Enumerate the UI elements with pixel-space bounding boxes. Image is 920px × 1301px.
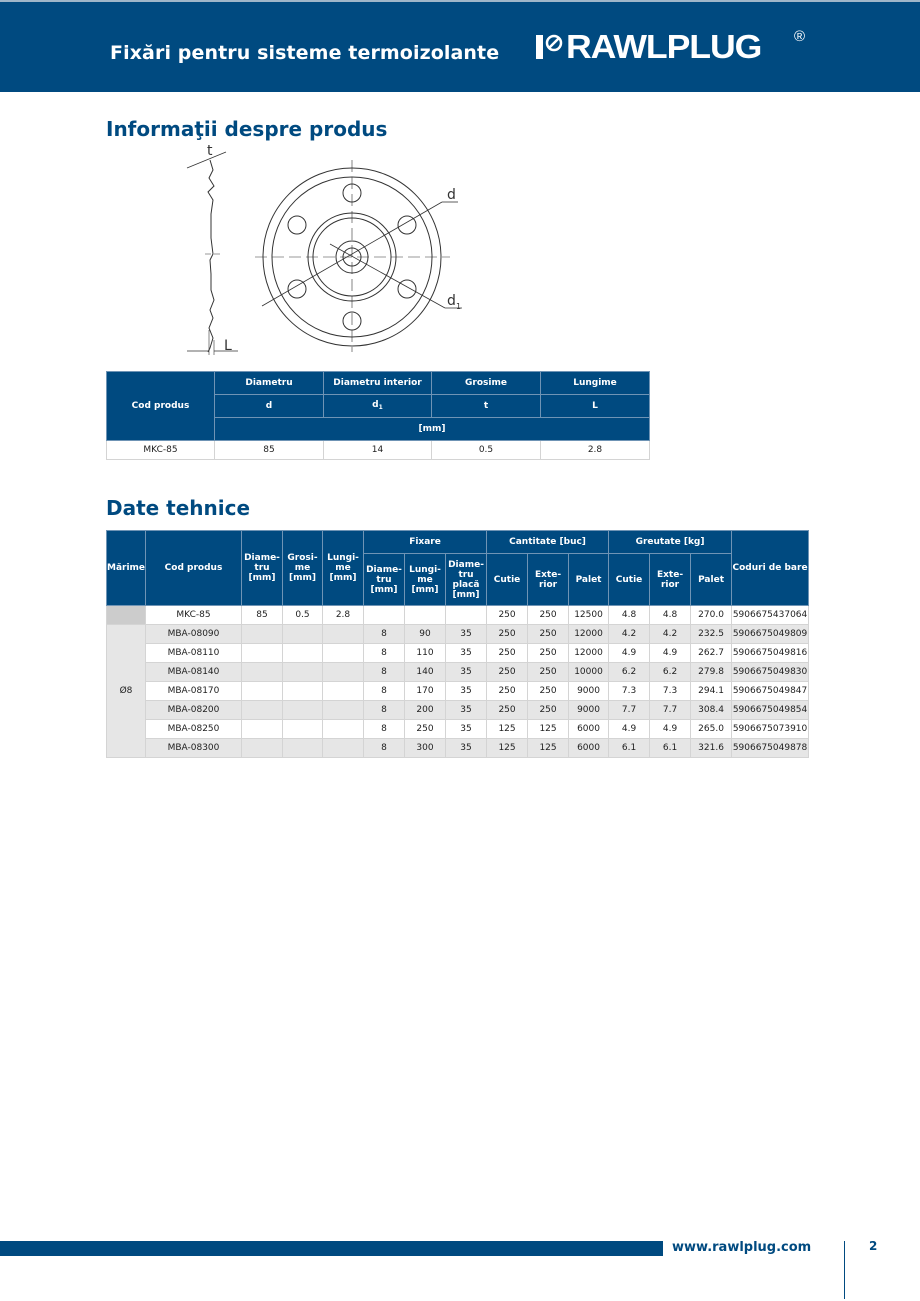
profile-side-view bbox=[208, 160, 214, 352]
col-header-cod-produs: Cod produs bbox=[107, 372, 215, 441]
cell-fix-placa: 35 bbox=[446, 720, 487, 739]
cell-grosime bbox=[283, 701, 323, 720]
cell-grosime bbox=[283, 625, 323, 644]
cell-w-palet: 294.1 bbox=[691, 682, 732, 701]
unit-mm: [mm] bbox=[215, 418, 650, 441]
registered-mark: ® bbox=[794, 28, 806, 45]
cell-q-palet: 9000 bbox=[569, 682, 609, 701]
cell-diametru bbox=[242, 663, 283, 682]
cell-fix-lungime: 200 bbox=[405, 701, 446, 720]
col-header-lungime: Lungime bbox=[541, 372, 650, 395]
cell-q-cutie: 250 bbox=[487, 644, 528, 663]
col-header-cantitate-cutie: Cutie bbox=[487, 554, 528, 606]
cell-fix-placa: 35 bbox=[446, 663, 487, 682]
cell-diametru bbox=[242, 701, 283, 720]
col-header-diametru: Diame- tru [mm] bbox=[242, 531, 283, 606]
symbol-d1: $d_1$ bbox=[324, 395, 432, 418]
cell-diametru: 85 bbox=[215, 441, 324, 460]
col-header-fixare-diametru-placa: Diame- tru placă [mm] bbox=[446, 554, 487, 606]
cell-w-palet: 279.8 bbox=[691, 663, 732, 682]
cell-q-palet: 12000 bbox=[569, 625, 609, 644]
logo-plug-icon bbox=[536, 33, 564, 61]
table-row bbox=[107, 701, 809, 720]
cell-fix-lungime: 250 bbox=[405, 720, 446, 739]
footer-bar bbox=[0, 1241, 663, 1256]
cell-q-cutie: 250 bbox=[487, 682, 528, 701]
cell-fix-diametru: 8 bbox=[364, 682, 405, 701]
cell-ean: 5906675049878 bbox=[732, 739, 809, 758]
cell-fix-diametru: 8 bbox=[364, 644, 405, 663]
cell-q-cutie: 250 bbox=[487, 625, 528, 644]
col-group-fixare: Fixare bbox=[364, 531, 487, 554]
technical-drawing bbox=[170, 138, 470, 360]
cell-grosime bbox=[283, 663, 323, 682]
cell-diametru bbox=[242, 739, 283, 758]
cell-grosime bbox=[283, 682, 323, 701]
cell-q-exterior: 250 bbox=[528, 644, 569, 663]
cell-fix-placa: 35 bbox=[446, 644, 487, 663]
cell-lungime bbox=[323, 701, 364, 720]
cell-fix-diametru: 8 bbox=[364, 701, 405, 720]
cell-fix-lungime: 90 bbox=[405, 625, 446, 644]
cell-grosime: 0.5 bbox=[283, 606, 323, 625]
table-row bbox=[107, 441, 650, 460]
page-number: 2 bbox=[869, 1239, 878, 1253]
svg-text:1: 1 bbox=[456, 302, 462, 311]
cell-diametru bbox=[242, 625, 283, 644]
col-header-fixare-lungime: Lungi- me [mm] bbox=[405, 554, 446, 606]
cell-fix-lungime: 170 bbox=[405, 682, 446, 701]
cell-q-palet: 9000 bbox=[569, 701, 609, 720]
cell-cod: MBA-08200 bbox=[146, 701, 242, 720]
cell-q-palet: 6000 bbox=[569, 739, 609, 758]
cell-q-palet: 6000 bbox=[569, 720, 609, 739]
cell-w-exterior: 4.9 bbox=[650, 644, 691, 663]
col-header-grosime: Grosi- me [mm] bbox=[283, 531, 323, 606]
cell-diametru-interior: 14 bbox=[324, 441, 432, 460]
cell-fix-diametru: 8 bbox=[364, 663, 405, 682]
cell-cod: MKC-85 bbox=[107, 441, 215, 460]
section-title-product-info: Informaţii despre produs bbox=[106, 117, 388, 141]
document-title: Fixări pentru sisteme termoizolante bbox=[110, 42, 500, 64]
cell-lungime bbox=[323, 739, 364, 758]
col-header-diametru-interior: Diametru interior bbox=[324, 372, 432, 395]
cell-q-exterior: 250 bbox=[528, 701, 569, 720]
cell-lungime: 2.8 bbox=[323, 606, 364, 625]
cell-w-cutie: 7.3 bbox=[609, 682, 650, 701]
cell-lungime bbox=[323, 644, 364, 663]
col-header-fixare-diametru: Diame- tru [mm] bbox=[364, 554, 405, 606]
cell-grosime bbox=[283, 739, 323, 758]
table-row bbox=[107, 739, 809, 758]
cell-ean: 5906675049809 bbox=[732, 625, 809, 644]
cell-fix-placa: 35 bbox=[446, 739, 487, 758]
cell-fix-lungime: 110 bbox=[405, 644, 446, 663]
cell-q-exterior: 250 bbox=[528, 682, 569, 701]
footer-website-link[interactable]: www.rawlplug.com bbox=[672, 1240, 812, 1255]
cell-cod: MBA-08140 bbox=[146, 663, 242, 682]
cell-diametru bbox=[242, 682, 283, 701]
section-title-date-tehnice: Date tehnice bbox=[106, 496, 251, 520]
product-info-table bbox=[106, 371, 650, 460]
cell-lungime bbox=[323, 625, 364, 644]
cell-ean: 5906675049854 bbox=[732, 701, 809, 720]
col-header-greutate-cutie: Cutie bbox=[609, 554, 650, 606]
logo-wordmark: RAWLPLUG bbox=[566, 28, 762, 65]
cell-marime: Ø8 bbox=[107, 625, 146, 758]
cell-w-exterior: 7.7 bbox=[650, 701, 691, 720]
technical-data-table bbox=[106, 530, 809, 758]
table-row bbox=[107, 644, 809, 663]
col-header-lungime: Lungi- me [mm] bbox=[323, 531, 364, 606]
cell-grosime bbox=[283, 720, 323, 739]
cell-q-palet: 10000 bbox=[569, 663, 609, 682]
cell-w-cutie: 6.1 bbox=[609, 739, 650, 758]
cell-diametru: 85 bbox=[242, 606, 283, 625]
cell-q-cutie: 125 bbox=[487, 739, 528, 758]
table-row bbox=[107, 606, 809, 625]
col-header-grosime: Grosime bbox=[432, 372, 541, 395]
col-header-cod-produs: Cod produs bbox=[146, 531, 242, 606]
col-header-greutate-palet: Palet bbox=[691, 554, 732, 606]
cell-q-exterior: 250 bbox=[528, 606, 569, 625]
cell-w-palet: 308.4 bbox=[691, 701, 732, 720]
col-group-greutate: Greutate [kg] bbox=[609, 531, 732, 554]
cell-ean: 5906675437064 bbox=[732, 606, 809, 625]
cell-q-exterior: 250 bbox=[528, 625, 569, 644]
table-row bbox=[107, 625, 809, 644]
cell-w-cutie: 6.2 bbox=[609, 663, 650, 682]
symbol-t: t bbox=[432, 395, 541, 418]
cell-fix-lungime: 140 bbox=[405, 663, 446, 682]
cell-w-palet: 321.6 bbox=[691, 739, 732, 758]
cell-q-cutie: 250 bbox=[487, 701, 528, 720]
cell-w-cutie: 7.7 bbox=[609, 701, 650, 720]
cell-fix-lungime bbox=[405, 606, 446, 625]
cell-q-exterior: 250 bbox=[528, 663, 569, 682]
cell-ean: 5906675049830 bbox=[732, 663, 809, 682]
table-row bbox=[107, 720, 809, 739]
col-header-cantitate-palet: Palet bbox=[569, 554, 609, 606]
cell-w-exterior: 4.9 bbox=[650, 720, 691, 739]
cell-q-cutie: 250 bbox=[487, 663, 528, 682]
cell-fix-diametru: 8 bbox=[364, 720, 405, 739]
cell-cod: MKC-85 bbox=[146, 606, 242, 625]
cell-grosime bbox=[283, 644, 323, 663]
col-header-cantitate-exterior: Exte- rior bbox=[528, 554, 569, 606]
table-row bbox=[107, 682, 809, 701]
symbol-L: L bbox=[541, 395, 650, 418]
cell-fix-placa: 35 bbox=[446, 701, 487, 720]
cell-cod: MBA-08090 bbox=[146, 625, 242, 644]
col-header-marime: Mărime bbox=[107, 531, 146, 606]
cell-w-exterior: 6.2 bbox=[650, 663, 691, 682]
svg-text:d: d bbox=[447, 187, 456, 203]
cell-w-exterior: 4.8 bbox=[650, 606, 691, 625]
cell-lungime bbox=[323, 682, 364, 701]
cell-q-cutie: 250 bbox=[487, 606, 528, 625]
cell-q-exterior: 125 bbox=[528, 739, 569, 758]
cell-w-palet: 262.7 bbox=[691, 644, 732, 663]
cell-fix-diametru: 8 bbox=[364, 739, 405, 758]
rawlplug-logo bbox=[536, 28, 806, 65]
cell-w-cutie: 4.8 bbox=[609, 606, 650, 625]
col-header-greutate-exterior: Exte- rior bbox=[650, 554, 691, 606]
cell-w-exterior: 7.3 bbox=[650, 682, 691, 701]
cell-w-palet: 270.0 bbox=[691, 606, 732, 625]
cell-lungime: 2.8 bbox=[541, 441, 650, 460]
cell-fix-lungime: 300 bbox=[405, 739, 446, 758]
col-header-coduri-de-bare: Coduri de bare bbox=[732, 531, 809, 606]
cell-cod: MBA-08110 bbox=[146, 644, 242, 663]
cell-ean: 5906675049816 bbox=[732, 644, 809, 663]
cell-ean: 5906675073910 bbox=[732, 720, 809, 739]
cell-w-cutie: 4.9 bbox=[609, 644, 650, 663]
cell-w-cutie: 4.2 bbox=[609, 625, 650, 644]
cell-fix-placa bbox=[446, 606, 487, 625]
cell-fix-diametru: 8 bbox=[364, 625, 405, 644]
svg-text:L: L bbox=[224, 338, 232, 354]
cell-w-cutie: 4.9 bbox=[609, 720, 650, 739]
cell-w-exterior: 4.2 bbox=[650, 625, 691, 644]
cell-w-palet: 265.0 bbox=[691, 720, 732, 739]
svg-text:t: t bbox=[207, 143, 213, 159]
cell-lungime bbox=[323, 720, 364, 739]
cell-q-palet: 12500 bbox=[569, 606, 609, 625]
cell-cod: MBA-08170 bbox=[146, 682, 242, 701]
cell-lungime bbox=[323, 663, 364, 682]
cell-q-palet: 12000 bbox=[569, 644, 609, 663]
symbol-d: d bbox=[215, 395, 324, 418]
cell-fix-diametru bbox=[364, 606, 405, 625]
cell-fix-placa: 35 bbox=[446, 625, 487, 644]
table-row bbox=[107, 663, 809, 682]
cell-q-exterior: 125 bbox=[528, 720, 569, 739]
cell-diametru bbox=[242, 644, 283, 663]
col-header-diametru: Diametru bbox=[215, 372, 324, 395]
cell-cod: MBA-08300 bbox=[146, 739, 242, 758]
cell-grosime: 0.5 bbox=[432, 441, 541, 460]
cell-fix-placa: 35 bbox=[446, 682, 487, 701]
cell-q-cutie: 125 bbox=[487, 720, 528, 739]
svg-text:d: d bbox=[447, 293, 456, 309]
cell-w-palet: 232.5 bbox=[691, 625, 732, 644]
col-group-cantitate: Cantitate [buc] bbox=[487, 531, 609, 554]
cell-cod: MBA-08250 bbox=[146, 720, 242, 739]
cell-marime-empty bbox=[107, 606, 146, 625]
footer-divider bbox=[844, 1241, 845, 1299]
cell-diametru bbox=[242, 720, 283, 739]
cell-w-exterior: 6.1 bbox=[650, 739, 691, 758]
cell-ean: 5906675049847 bbox=[732, 682, 809, 701]
header-band bbox=[0, 0, 920, 92]
